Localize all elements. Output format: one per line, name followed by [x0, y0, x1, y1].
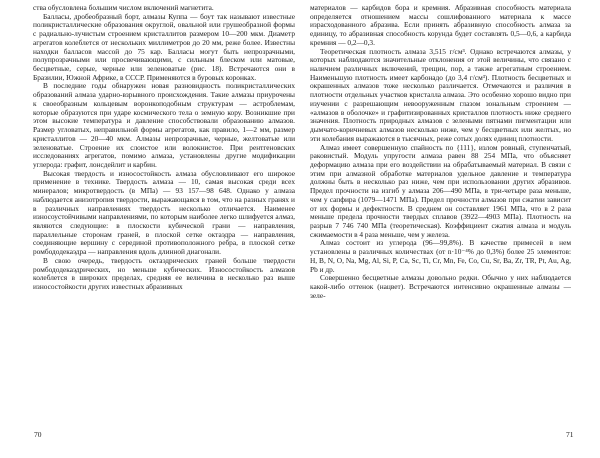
paragraph: Балласы, дробеобразный борт, алмазы Куппа — боут так называют известные поликристаллические образования округлой, овальной или грушеобразной формы с радиально-лучистым строением кристаллитов размером 10—200 мкм. Диаметр агрегатов колеблется от нескольких миллиметров до 20 мм, реже более. Известны находки балласов массой до 75 кар. Балласы могут быть непрозрачными, полупрозрачными или просвечивающими, с сильным блеском или матовые, бесцветные, серые, черные или зеленоватые (рис. 18). Встречаются они в Бразилии, Южной Африке, в СССР. Применяются в буровых коронках.: [33, 11, 295, 82]
paragraph: Алмаз состоит из углерода (96—99,8%). В качестве примесей в нем установлены в различных количествах (от n·10⁻⁴% до 0,3%) более 25 элементов: H, B, N, O, Na, Mg, Al, Si, P, Ca, Sc, Ti, Cr, Mn, Fe, Co, Cu, Sr, Ba, Zr, TR, Pt, Au, Ag, Pb и др.: [310, 238, 571, 274]
paragraph: материалов — карбидов бора и кремния. Абразивная способность материала определяется отношением массы сошлифованного материала к массе израсходованного абразива. Если принять абразивную способность алмаза за единицу, то абразивная способность корунда будет составлять 0,5—0,6, а карбида кремния — 0,2—0,3.: [310, 3, 571, 47]
paragraph: В свою очередь, твердость октаэдрических граней больше твердости ромбододекаэдрических, но меньше кубических. Износостойкость алмазов колеблется в широких пределах, средняя ее величина в несколько раз выше износостойкости других известных абразивных: [33, 255, 295, 291]
page-number-left: 70: [34, 430, 42, 439]
paragraph: Теоретическая плотность алмаза 3,515 г/см³. Однако встречаются алмазы, у которых наблюдаются значительные отклонения от этой величины, что связано с наличием различных включений, трещин, пор, а также агрегатным строением. Наименьшую плотность имеет карбонадо (до 3,4 г/см³). Плотность бесцветных и окрашенных алмазов тоже несколько различается. Отмечаются и различия в плотности отдельных участков кристалла алмаза. Это особенно хорошо видно при изучении с разрешающим невооруженным глазом зональным строением — «алмазов в оболочке» и графитизированных кристаллов плотность ниже среднего значения. Плотность природных алмазов с зелеными пятнами пигментации или дымчато-коричневых алмазов несколько ниже, чем у бесцветных или желтых, но эти колебания выражаются в тысячных, реже сотых долях единиц плотности.: [310, 46, 571, 143]
paragraph: В последние годы обнаружен новая разновидность поликристаллических образований алмаза ударно-взрывного происхождения. Такие алмазы приурочены к своеобразным кольцевым воронкоподобным структурам — астроблемам, которые образуются при ударе космического тела о земную кору. Возникшие при этом высокие температура и давление способствовали образованию алмазов. Размер угловатых, неправильной формы агрегатов, как правило, 1—2 мм, размер кристаллитов — 20—40 мкм. Алмазы непрозрачные, черные, желтоватые или зеленоватые. Строение их слоистое или волокнистое. При рентгеновских исследованиях агрегатов, помимо алмаза, установлены другие модификации углерода: графит, лонсдейлит и карбин.: [33, 81, 295, 169]
paragraph: Алмаз имеет совершенную спайность по {111}, излом ровный, ступенчатый, раковистый. Модуль упругости алмаза равен 88 254 МПа, что объясняет деформацию алмаза при его воздействии на обрабатываемый материал. В связи с этим при алмазной обработке материалов удельное давление и температура должны быть в несколько раз ниже, чем при использовании других абразивов. Предел прочности на изгиб у алмаза 206—490 МПа, в три-четыре раза меньше, чем у сапфира (1079—1471 МПа). Предел прочности алмазов при сжатии зависит от их формы и дефектности. В среднем он составляет 1961 МПа, что в 2 раза меньше предела прочности твердых сплавов (3922—4903 МПа). Плотность на разрыв 7 746 740 МПа (теоретическая). Коэффициент сжатия алмаза и модуль сжимаемости в 4 раза меньше, чем у железа.: [310, 142, 571, 239]
left-page-text: [33, 4, 295, 292]
right-page-text: [310, 4, 571, 300]
paragraph: ства обусловлена большим числом включений магнетита.: [33, 3, 214, 12]
page-number-right: 71: [566, 430, 574, 439]
paragraph: Высокая твердость и износостойкость алмаза обусловливают его широкое применение в технике. Твердость алмаза — 10, самая высокая среди всех минералов; микротвердость (в МПа) — 93 157—98 648. Однако у алмаза наблюдается анизотропия твердости, выражающаяся в том, что на разных гранях и в различных направлениях твердость несколько отличается. Наименее износоустойчивыми направлениями, по которым наиболее легко шлифуется алмаз, являются следующие: в плоскости кубической грани — направления, параллельные сторонам граней, в плоской сетке октаэдра — направления, соединяющие вершину с серединой противоположного ребра, в плоской сетке ромбододекаэдра — направления вдоль длинной диагонали.: [33, 168, 295, 257]
paragraph: Совершенно бесцветные алмазы довольно редки. Обычно у них наблюдается какой-либо оттенок (нацвет). Встречаются интенсивно окрашенные алмазы — зеле-: [310, 273, 571, 300]
